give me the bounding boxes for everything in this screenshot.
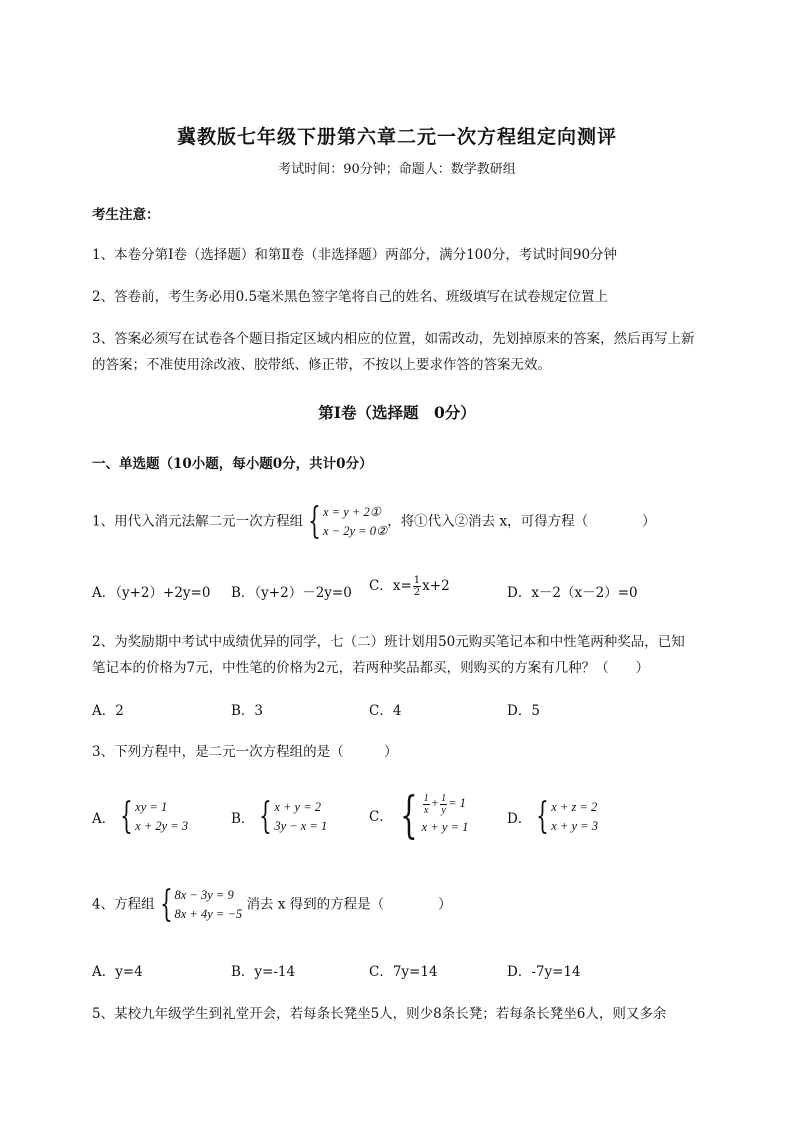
- page-title: 冀教版七年级下册第六章二元一次方程组定向测评: [176, 126, 617, 148]
- q1-eq2: x − 2y = 0②: [323, 524, 388, 538]
- page-subtitle: 考试时间：90分钟；命题人：数学教研组: [278, 162, 516, 177]
- q1-option-b[interactable]: B．（y+2）－2y=0: [231, 585, 352, 601]
- q1-system: [303, 503, 387, 541]
- brace-symbol: {: [308, 501, 321, 542]
- q1-eq1: x = y + 2①: [323, 505, 381, 519]
- q4-option-c[interactable]: C．7y=14: [369, 964, 438, 980]
- question-2-line-2: 笔记本的价格为7元，中性笔的价格为2元，若两种奖品都买，则购买的方案有几种？（ ）: [92, 660, 650, 676]
- q3-option-d[interactable]: D． { x + z = 2 x + y = 3: [507, 796, 598, 837]
- question-1: [92, 503, 656, 541]
- q2-option-c[interactable]: C．4: [369, 703, 402, 719]
- q3-option-b[interactable]: B． { x + y = 2 3y − x = 1: [231, 796, 328, 837]
- brace-symbol: {: [120, 796, 134, 837]
- fraction: $\frac{1}{2}$: [413, 575, 421, 598]
- q1-option-a[interactable]: A．（y+2）+2y=0: [92, 585, 211, 601]
- fraction: $\frac{1}{x}$: [423, 792, 429, 816]
- question-4: 4、方程组 { 8x − 3y = 9 8x + 4y = −5 消去 x 得到的方程是（ ）: [92, 884, 452, 925]
- brace-symbol: {: [400, 786, 418, 844]
- section-title: 第I卷（选择题 0分）: [318, 403, 476, 422]
- fraction: $\frac{1}{y}$: [441, 792, 447, 816]
- q4-option-b[interactable]: B．y=-14: [231, 964, 296, 980]
- brace-symbol: {: [259, 796, 273, 837]
- notice-item-2: 2、答卷前，考生务必用0.5毫米黑色签字笔将自己的姓名、班级填写在试卷规定位置上: [92, 289, 609, 305]
- q3-option-c[interactable]: C． { $\frac{1}{x}$ + $\frac{1}{y}$ = 1 x + y = 1: [369, 786, 469, 844]
- notice-item-1: 1、本卷分第I卷（选择题）和第Ⅱ卷（非选择题）两部分，满分100分，考试时间90分钟: [92, 247, 618, 263]
- q4-system: { 8x − 3y = 9 8x + 4y = −5: [159, 884, 243, 925]
- brace-symbol: {: [536, 796, 550, 837]
- q1-option-d[interactable]: D．x－2（x－2）=0: [507, 585, 638, 601]
- question-5-line-1: 5、某校九年级学生到礼堂开会，若每条长凳坐5人，则少8条长凳；若每条长凳坐6人，则又多余: [92, 1006, 667, 1022]
- brace-symbol: {: [159, 884, 173, 925]
- q1-c-pre: C．x=: [369, 578, 412, 594]
- question-3: 3、下列方程中，是二元一次方程组的是（ ）: [92, 744, 398, 760]
- q2-option-a[interactable]: A．2: [92, 703, 124, 719]
- q2-option-b[interactable]: B．3: [231, 703, 264, 719]
- notice-item-3-cont: 的答案；不准使用涂改液、胶带纸、修正带，不按以上要求作答的答案无效。: [92, 357, 551, 373]
- q2-option-d[interactable]: D．5: [507, 703, 540, 719]
- notice-heading: 考生注意：: [92, 207, 160, 223]
- part-title: 一、单选题（10小题，每小题0分，共计0分）: [92, 456, 373, 472]
- q1-option-c[interactable]: [369, 574, 450, 598]
- q1-c-post: x+2: [422, 578, 450, 594]
- q1-suffix: ，将①代入②消去 x，可得方程（ ）: [387, 513, 656, 530]
- question-2-line-1: 2、为奖励期中考试中成绩优异的同学，七（二）班计划用50元购买笔记本和中性笔两种奖品，已知: [92, 634, 685, 650]
- q4-option-d[interactable]: D．-7y=14: [507, 964, 581, 980]
- q4-option-a[interactable]: A．y=4: [92, 964, 143, 980]
- notice-item-3: 3、答案必须写在试卷各个题目指定区域内相应的位置，如需改动，先划掉原来的答案，然后再写上新: [92, 331, 695, 347]
- q3-option-a[interactable]: A． { xy = 1 x + 2y = 3: [92, 796, 189, 837]
- q1-prefix: 1、用代入消元法解二元一次方程组: [92, 513, 304, 530]
